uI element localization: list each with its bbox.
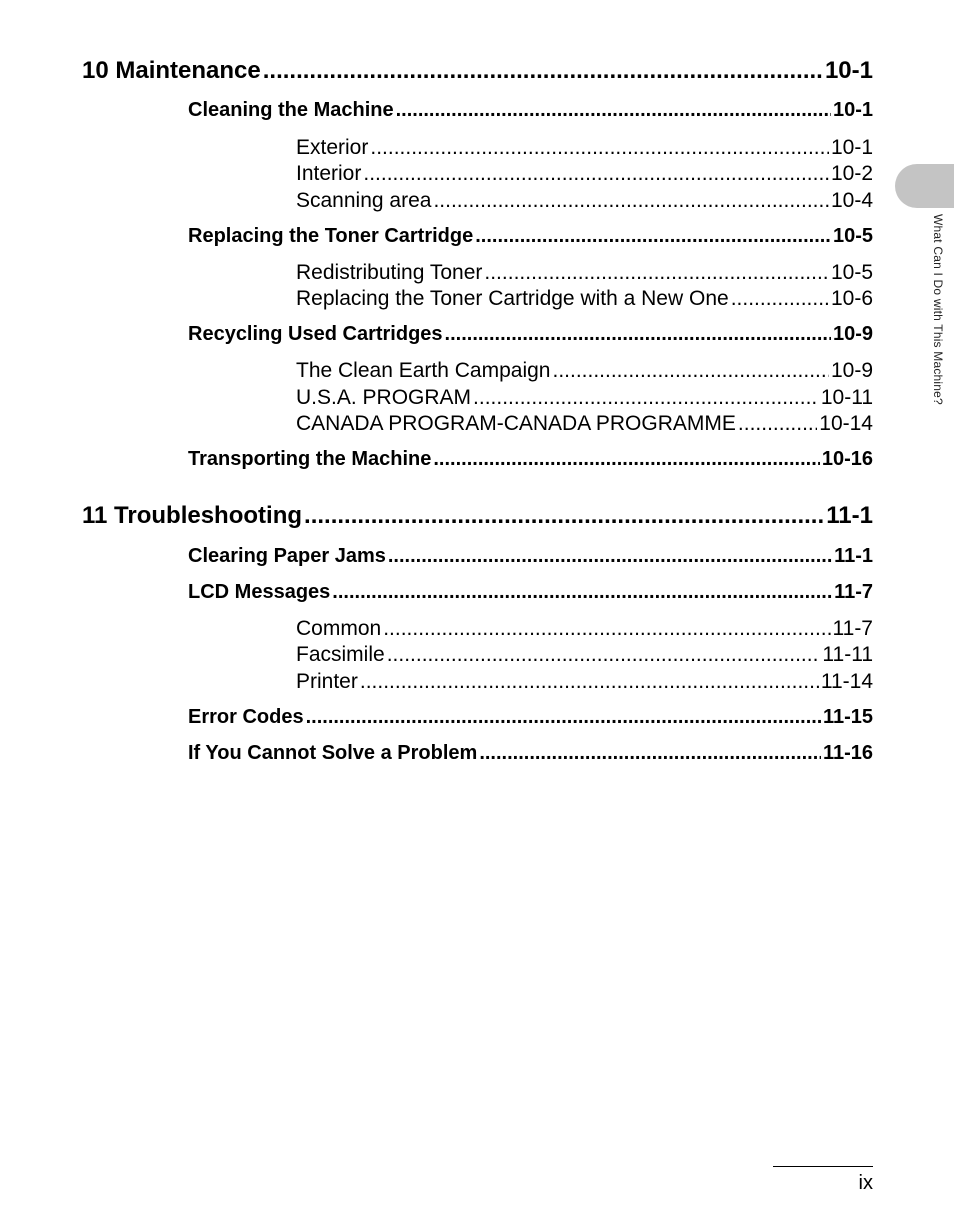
toc-entry-title: Replacing the Toner Cartridge with a New One bbox=[296, 287, 729, 310]
toc-subsection-entry[interactable] bbox=[296, 385, 873, 411]
toc-entry-title: Error Codes bbox=[188, 706, 304, 728]
toc-entry-page: 11-15 bbox=[822, 706, 873, 728]
toc-entry-page: 11-1 bbox=[834, 545, 873, 567]
toc-entry-title: U.S.A. PROGRAM bbox=[296, 386, 472, 409]
toc-entry-title: CANADA PROGRAM-CANADA PROGRAMME bbox=[296, 412, 736, 435]
toc-section-entry[interactable] bbox=[188, 224, 873, 248]
toc-entry-title: If You Cannot Solve a Problem bbox=[188, 742, 478, 764]
toc-subsection-entry[interactable] bbox=[296, 286, 873, 312]
toc-entry-page: 10-2 bbox=[830, 162, 873, 185]
dot-leader bbox=[731, 286, 829, 312]
toc-subsection-entry[interactable] bbox=[296, 188, 873, 214]
dot-leader bbox=[479, 741, 821, 765]
toc-subsection-entry[interactable] bbox=[296, 135, 873, 161]
toc-entry-page: 10-1 bbox=[830, 136, 873, 159]
toc-subsection-entry[interactable] bbox=[296, 642, 873, 668]
toc-subsection-entry[interactable] bbox=[296, 260, 873, 286]
dot-leader bbox=[370, 135, 829, 161]
dot-leader bbox=[387, 642, 821, 668]
toc-entry-title: Redistributing Toner bbox=[296, 261, 483, 284]
toc-entry-title: Replacing the Toner Cartridge bbox=[188, 225, 474, 247]
toc-entry-page: 10-14 bbox=[819, 412, 873, 435]
toc-entry-title: Common bbox=[296, 617, 382, 640]
page-number: ix bbox=[858, 1172, 873, 1194]
toc-entry-title: Printer bbox=[296, 670, 358, 693]
toc-entry-page: 11-1 bbox=[826, 502, 873, 529]
toc-section-entry[interactable] bbox=[188, 447, 873, 471]
toc-section-entry[interactable] bbox=[188, 741, 873, 765]
toc-section-entry[interactable] bbox=[188, 98, 873, 122]
toc-entry-title: Cleaning the Machine bbox=[188, 99, 394, 121]
dot-leader bbox=[360, 669, 819, 695]
toc-entry-page: 11-7 bbox=[832, 617, 873, 640]
chapter-tab-marker bbox=[895, 164, 954, 208]
toc-entry-page: 11-11 bbox=[822, 643, 873, 666]
toc-entry-title: LCD Messages bbox=[188, 581, 331, 603]
toc-entry-title: Transporting the Machine bbox=[188, 448, 432, 470]
footer-rule bbox=[773, 1166, 873, 1167]
dot-leader bbox=[433, 447, 819, 471]
toc-subsection-entry[interactable] bbox=[296, 669, 873, 695]
dot-leader bbox=[388, 544, 832, 568]
dot-leader bbox=[332, 580, 832, 604]
toc-entry-title: Facsimile bbox=[296, 643, 385, 666]
toc-subsection-entry[interactable] bbox=[296, 358, 873, 384]
dot-leader bbox=[304, 501, 824, 531]
dot-leader bbox=[396, 98, 831, 122]
toc-entry-page: 10-9 bbox=[832, 323, 873, 345]
dot-leader bbox=[263, 56, 823, 86]
toc-entry-page: 11-14 bbox=[820, 670, 873, 693]
dot-leader bbox=[445, 322, 831, 346]
toc-subsection-entry[interactable] bbox=[296, 161, 873, 187]
toc-entry-page: 10-4 bbox=[830, 189, 873, 212]
chapter-tab-label: What Can I Do with This Machine? bbox=[931, 214, 945, 405]
dot-leader bbox=[306, 705, 821, 729]
toc-entry-page: 10-1 bbox=[832, 99, 873, 121]
dot-leader bbox=[383, 616, 830, 642]
toc-entry-title: Exterior bbox=[296, 136, 369, 159]
dot-leader bbox=[363, 161, 829, 187]
toc-entry-page: 10-1 bbox=[824, 57, 873, 84]
dot-leader bbox=[475, 224, 831, 248]
toc-entry-page: 11-7 bbox=[834, 581, 873, 603]
toc-entry-title: 11 Troubleshooting bbox=[82, 502, 303, 529]
dot-leader bbox=[484, 260, 829, 286]
toc-entry-title: 10 Maintenance bbox=[82, 57, 261, 84]
toc-section-entry[interactable] bbox=[188, 322, 873, 346]
toc-chapter-entry[interactable] bbox=[82, 56, 873, 86]
toc-entry-page: 10-11 bbox=[820, 386, 873, 409]
toc-entry-title: The Clean Earth Campaign bbox=[296, 359, 551, 382]
toc-section-entry[interactable] bbox=[188, 705, 873, 729]
toc-entry-page: 10-16 bbox=[821, 448, 873, 470]
toc-entry-page: 10-9 bbox=[830, 359, 873, 382]
toc-entry-page: 10-6 bbox=[830, 287, 873, 310]
toc-section-entry[interactable] bbox=[188, 544, 873, 568]
toc-entry-title: Clearing Paper Jams bbox=[188, 545, 386, 567]
dot-leader bbox=[473, 385, 819, 411]
toc-entry-title: Recycling Used Cartridges bbox=[188, 323, 443, 345]
toc-subsection-entry[interactable] bbox=[296, 411, 873, 437]
toc-entry-title: Interior bbox=[296, 162, 362, 185]
toc-entry-page: 11-16 bbox=[822, 742, 873, 764]
toc-entry-title: Scanning area bbox=[296, 189, 432, 212]
dot-leader bbox=[738, 411, 817, 437]
toc-subsection-entry[interactable] bbox=[296, 616, 873, 642]
toc-entry-page: 10-5 bbox=[832, 225, 873, 247]
toc-chapter-entry[interactable] bbox=[82, 501, 873, 531]
dot-leader bbox=[552, 358, 828, 384]
dot-leader bbox=[433, 188, 829, 214]
toc-entry-page: 10-5 bbox=[830, 261, 873, 284]
toc-section-entry[interactable] bbox=[188, 580, 873, 604]
